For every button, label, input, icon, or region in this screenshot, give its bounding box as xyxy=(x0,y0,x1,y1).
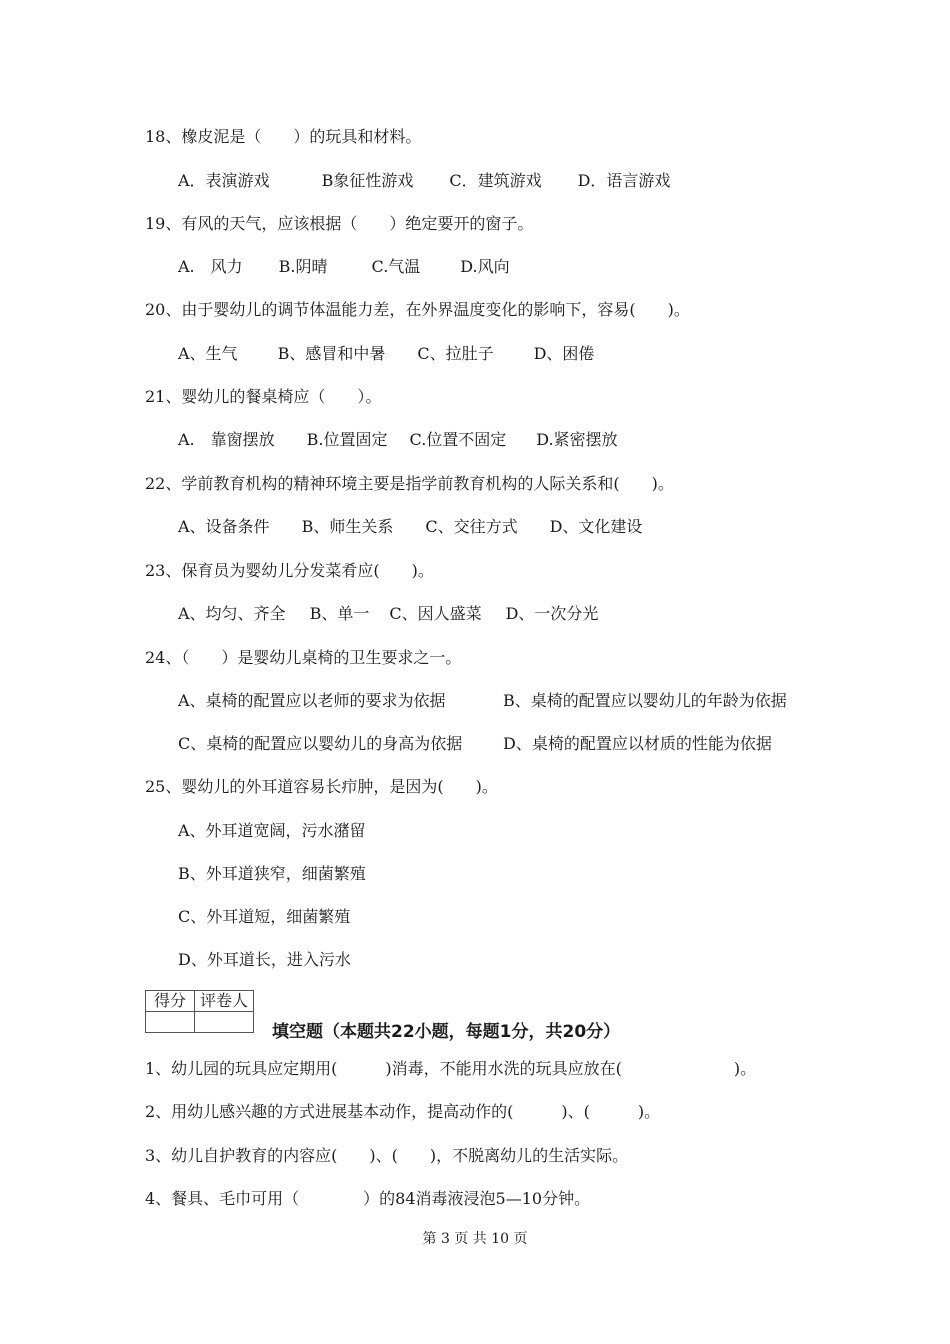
question-24-option-d: D、桌椅的配置应以材质的性能为依据 xyxy=(503,734,772,753)
question-23-options xyxy=(178,604,598,624)
question-22-stem: 22、学前教育机构的精神环境主要是指学前教育机构的人际关系和( )。 xyxy=(145,474,674,493)
question-20-stem: 20、由于婴幼儿的调节体温能力差，在外界温度变化的影响下，容易( )。 xyxy=(145,300,690,319)
question-21-stem: 21、婴幼儿的餐桌椅应（ ）。 xyxy=(145,387,382,406)
question-18-stem: 18、橡皮泥是（ ）的玩具和材料。 xyxy=(145,127,422,146)
option-c: C、拉肚子 xyxy=(417,344,494,363)
question-25-option-b: B、外耳道狭窄，细菌繁殖 xyxy=(178,864,366,883)
question-25-option-a: A、外耳道宽阔，污水潴留 xyxy=(178,821,366,840)
option-c: C.气温 xyxy=(371,257,421,276)
option-c: C、交往方式 xyxy=(425,517,518,536)
grader-label: 评卷人 xyxy=(195,991,254,1012)
option-d: D、文化建设 xyxy=(549,517,643,536)
option-b: B.位置固定 xyxy=(306,430,388,449)
option-b: B象征性游戏 xyxy=(321,171,414,190)
question-24-option-c: C、桌椅的配置应以婴幼儿的身高为依据 xyxy=(178,734,463,753)
question-25-option-d: D、外耳道长，进入污水 xyxy=(178,950,351,969)
option-d: D、一次分光 xyxy=(505,604,599,623)
question-24-option-b: B、桌椅的配置应以婴幼儿的年龄为依据 xyxy=(503,691,787,710)
option-a: A、设备条件 xyxy=(178,517,270,536)
question-21-options xyxy=(178,430,618,450)
option-b: B、单一 xyxy=(309,604,370,623)
question-23-stem: 23、保育员为婴幼儿分发菜肴应( )。 xyxy=(145,561,434,580)
fill-blank-2: 2、用幼儿感兴趣的方式进展基本动作，提高动作的( )、( )。 xyxy=(145,1102,661,1121)
option-a: A. 风力 xyxy=(178,257,243,276)
option-a: A、生气 xyxy=(178,344,238,363)
section-title: 填空题（本题共22小题，每题1分，共20分） xyxy=(272,1022,621,1042)
option-a: A．表演游戏 xyxy=(178,171,270,190)
score-label: 得分 xyxy=(146,991,195,1012)
option-c: C.位置不固定 xyxy=(409,430,507,449)
question-25-stem: 25、婴幼儿的外耳道容易长疖肿，是因为( )。 xyxy=(145,777,498,796)
option-d: D．语言游戏 xyxy=(577,171,671,190)
question-18-options xyxy=(178,171,670,191)
option-a: A、均匀、齐全 xyxy=(178,604,286,623)
question-25-option-c: C、外耳道短，细菌繁殖 xyxy=(178,907,351,926)
option-d: D.风向 xyxy=(460,257,510,276)
option-d: D、困倦 xyxy=(533,344,595,363)
fill-blank-3: 3、幼儿自护教育的内容应( )、( )，不脱离幼儿的生活实际。 xyxy=(145,1146,629,1165)
page-footer: 第 3 页 共 10 页 xyxy=(422,1231,528,1247)
fill-blank-1: 1、幼儿园的玩具应定期用( )消毒，不能用水洗的玩具应放在( )。 xyxy=(145,1059,757,1078)
option-b: B、师生关系 xyxy=(301,517,394,536)
question-24-option-a: A、桌椅的配置应以老师的要求为依据 xyxy=(178,691,446,710)
question-19-stem: 19、有风的天气，应该根据（ ）绝定要开的窗子。 xyxy=(145,214,534,233)
option-a: A. 靠窗摆放 xyxy=(178,430,275,449)
question-19-options xyxy=(178,257,510,277)
option-c: C、因人盛菜 xyxy=(389,604,482,623)
score-box xyxy=(145,990,254,1033)
option-d: D.紧密摆放 xyxy=(536,430,618,449)
score-cell xyxy=(146,1012,195,1033)
question-20-options xyxy=(178,344,594,364)
option-b: B、感冒和中暑 xyxy=(277,344,386,363)
question-22-options xyxy=(178,517,642,537)
fill-blank-4: 4、餐具、毛巾可用（ ）的84消毒液浸泡5—10分钟。 xyxy=(145,1189,591,1208)
grader-cell xyxy=(195,1012,254,1033)
option-b: B.阴晴 xyxy=(278,257,328,276)
option-c: C．建筑游戏 xyxy=(449,171,542,190)
question-24-stem: 24、（ ）是婴幼儿桌椅的卫生要求之一。 xyxy=(145,648,462,667)
